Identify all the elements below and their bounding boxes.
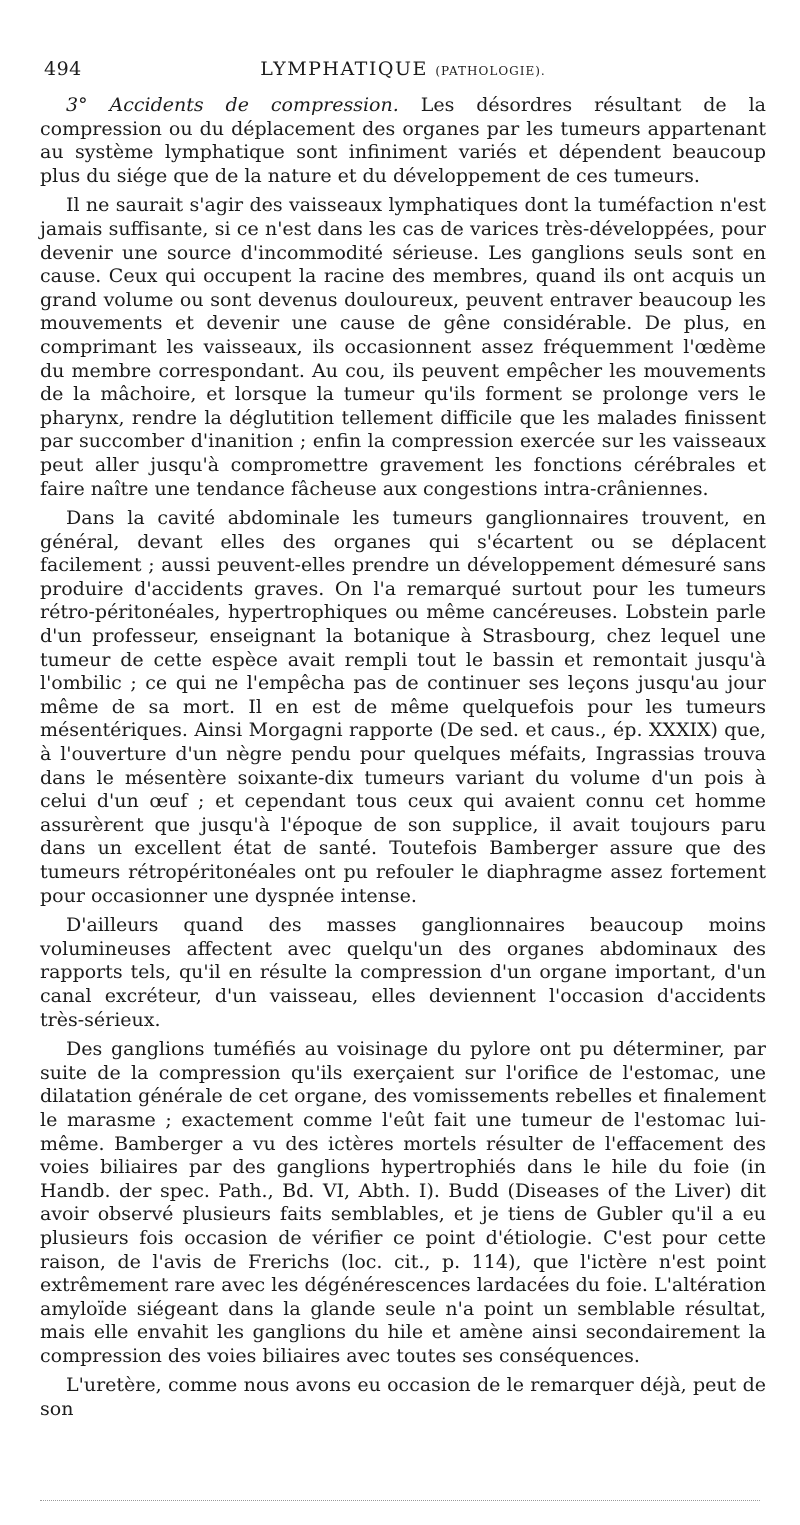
paragraph-text: Les désordres résultant de la compression ou du déplacement des organes par les tumeurs appartenant au système lymphatique sont infiniment variés et dépendent beaucoup plus du siége que de la nature et du développement de ces tumeurs. (40, 94, 766, 187)
section-heading: 3° Accidents de compression. (66, 94, 399, 116)
paragraph-lymph-vessels: Il ne saurait s'agir des vaisseaux lymphatiques dont la tuméfaction n'est jamais suffisante, si ce n'est dans les cas de varices très-développées, pour devenir une source d'incommodité sérieuse. Les ganglions seuls sont en cause. Ceux qui occupent la racine des membres, quand ils ont acquis un grand volume ou sont devenus douloureux, peuvent entraver beaucoup les mouvements et devenir une cause de gêne considérable. De plus, en comprimant les vaisseaux, ils occasionnent assez fréquemment l'œdème du membre correspondant. Au cou, ils peuvent empêcher les mouvements de la mâchoire, et lorsque la tumeur qu'ils forment se prolonge vers le pharynx, rendre la déglutition tellement difficile que les malades finissent par succomber d'inanition ; enfin la compression exercée sur les vaisseaux peut aller jusqu'à compromettre gravement les fonctions cérébrales et faire naître une tendance fâcheuse aux congestions intra-crâniennes. (40, 194, 766, 500)
paragraph-ureter: L'uretère, comme nous avons eu occasion de le remarquer déjà, peut de son (40, 1374, 766, 1421)
running-title-subtitle: (PATHOLOGIE). (435, 64, 546, 78)
page-number: 494 (44, 58, 82, 80)
paragraph-compression-intro (40, 94, 766, 188)
running-title (40, 58, 766, 80)
footer-rule (40, 1500, 760, 1501)
paragraph-ganglion-masses: D'ailleurs quand des masses ganglionnaires beaucoup moins volumineuses affectent avec quelqu'un des organes abdominaux des rapports tels, qu'il en résulte la compression d'un organe important, d'un canal excréteur, d'un vaisseau, elles deviennent l'occasion d'accidents très-sérieux. (40, 914, 766, 1031)
paragraph-pylorus: Des ganglions tuméfiés au voisinage du pylore ont pu déterminer, par suite de la compression qu'ils exerçaient sur l'orifice de l'estomac, une dilatation générale de cet organe, des vomissements rebelles et finalement le marasme ; exactement comme l'eût fait une tumeur de l'estomac lui-même. Bamberger a vu des ictères mortels résulter de l'effacement des voies biliaires par des ganglions hypertrophiés dans le hile du foie (in Handb. der spec. Path., Bd. VI, Abth. I). Budd (Diseases of the Liver) dit avoir observé plusieurs faits semblables, et je tiens de Gubler qu'il a eu plusieurs fois occasion de vérifier ce point d'étiologie. C'est pour cette raison, de l'avis de Frerichs (loc. cit., p. 114), que l'ictère n'est point extrêmement rare avec les dégénérescences lardacées du foie. L'altération amyloïde siégeant dans la glande seule n'a point un semblable résultat, mais elle envahit les ganglions du hile et amène ainsi secondairement la compression des voies biliaires avec toutes ses conséquences. (40, 1038, 766, 1367)
paragraph-abdominal-cavity: Dans la cavité abdominale les tumeurs ganglionnaires trouvent, en général, devant elles des organes qui s'écartent ou se déplacent facilement ; aussi peuvent-elles prendre un développement démesuré sans produire d'accidents graves. On l'a remarqué surtout pour les tumeurs rétro-péritonéales, hypertrophiques ou même cancéreuses. Lobstein parle d'un professeur, enseignant la botanique à Strasbourg, chez lequel une tumeur de cette espèce avait rempli tout le bassin et remontait jusqu'à l'ombilic ; ce qui ne l'empêcha pas de continuer ses leçons jusqu'au jour même de sa mort. Il en est de même quelquefois pour les tumeurs mésentériques. Ainsi Morgagni rapporte (De sed. et caus., ép. XXXIX) que, à l'ouverture d'un nègre pendu pour quelques méfaits, Ingrassias trouva dans le mésentère soixante-dix tumeurs variant du volume d'un pois à celui d'un œuf ; et cependant tous ceux qui avaient connu cet homme assurèrent que jusqu'à l'époque de son supplice, il avait toujours paru dans un excellent état de santé. Toutefois Bamberger assure que des tumeurs rétropéritonéales ont pu refouler le diaphragme assez fortement pour occasionner une dyspnée intense. (40, 507, 766, 907)
body-text (40, 94, 766, 1422)
running-head (40, 52, 766, 82)
running-title-main: LYMPHATIQUE (260, 58, 428, 80)
